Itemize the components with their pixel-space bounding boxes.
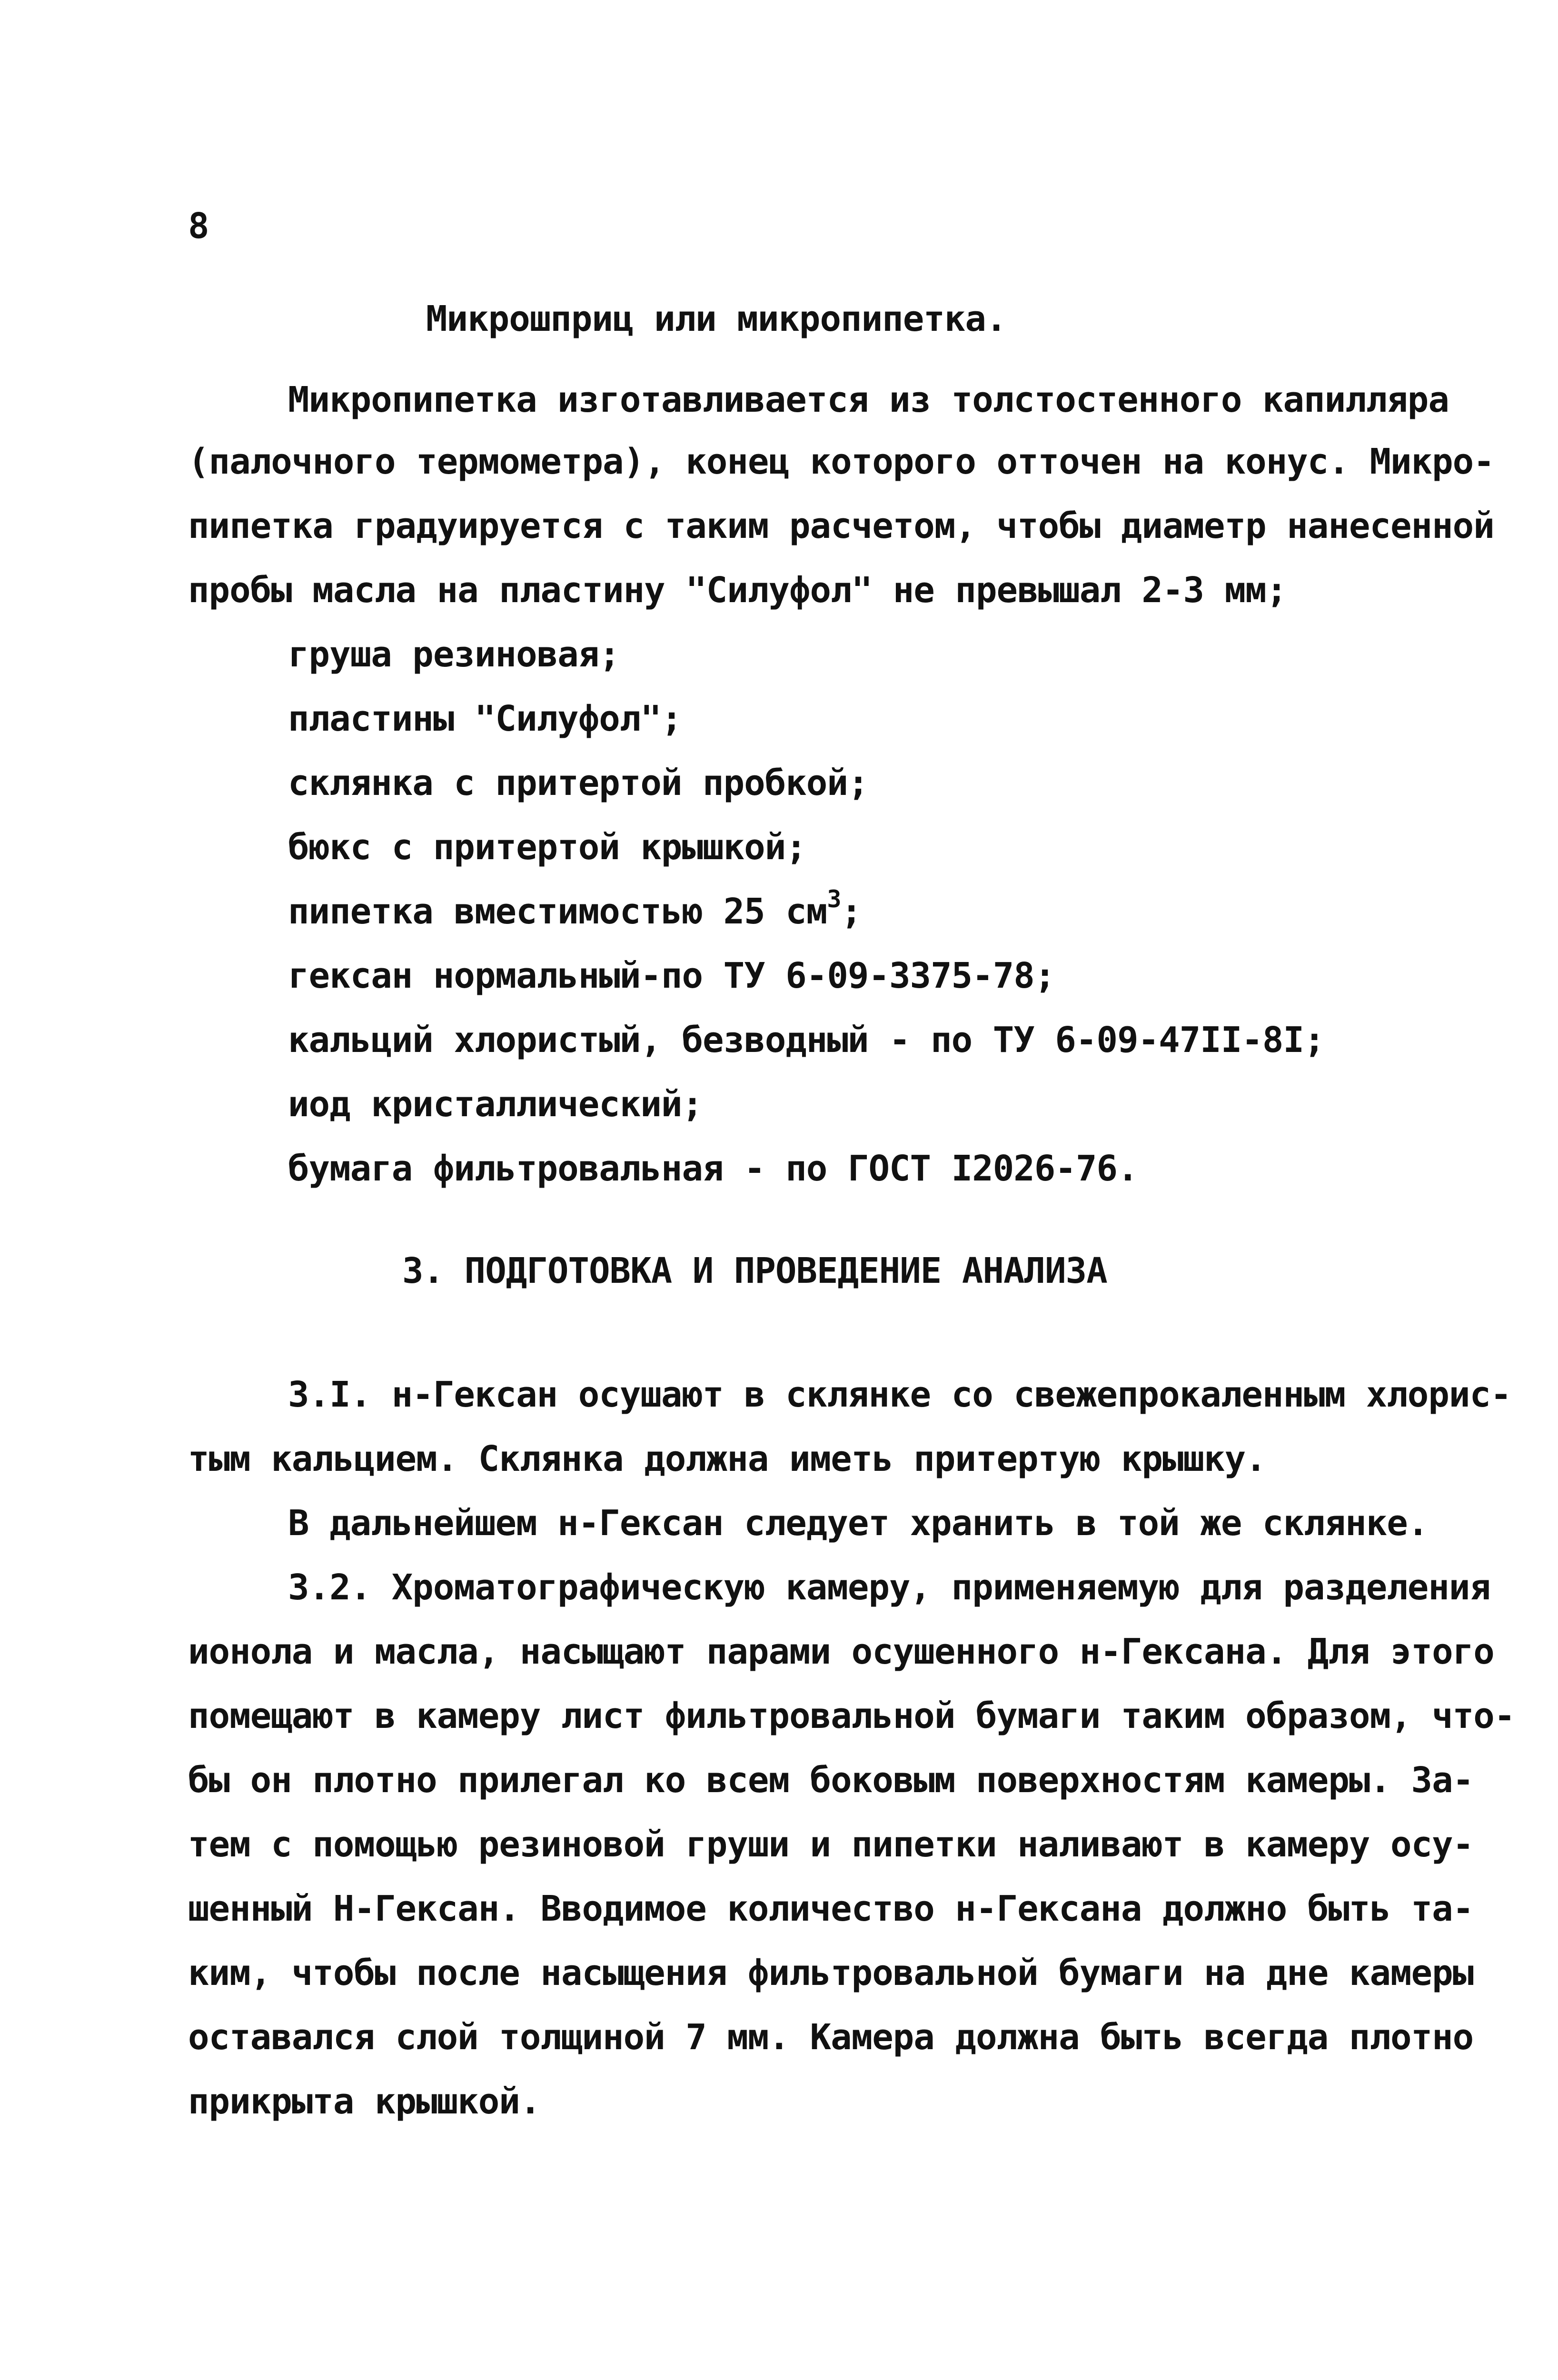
list-item [288,885,862,935]
paragraph-line: Микропипетка изготавливается из толстостенного капилляра [288,379,1449,420]
paragraph-line: ионола и масла, насыщают парами осушенного н-Гексана. Для этого [188,1631,1494,1672]
superscript: 3 [827,885,841,913]
list-item-text: пипетка вместимостью 25 см [288,891,827,932]
page-number: 8 [188,206,209,247]
equipment-heading: Микрошприц или микропипетка. [426,298,1007,339]
paragraph-line: 3.2. Хроматографическую камеру, применяемую для разделения [288,1567,1491,1608]
paragraph-line: пробы масла на пластину "Силуфол" не превышал 2-3 мм; [188,570,1287,611]
paragraph-line: В дальнейшем н-Гексан следует хранить в той же склянке. [288,1503,1429,1544]
section-title: 3. ПОДГОТОВКА И ПРОВЕДЕНИЕ АНАЛИЗА [402,1250,1107,1291]
paragraph-line: 3.I. н-Гексан осушают в склянке со свежепрокаленным хлорис- [288,1374,1511,1415]
paragraph-line: тем с помощью резиновой груши и пипетки наливают в камеру осу- [188,1824,1474,1865]
paragraph-line: тым кальцием. Склянка должна иметь притертую крышку. [188,1438,1266,1479]
paragraph-line: ким, чтобы после насыщения фильтровальной бумаги на дне камеры [188,1953,1474,1993]
list-item: гексан нормальный-по ТУ 6-09-3375-78; [288,955,1055,996]
list-item-suffix: ; [841,891,862,932]
list-item: иод кристаллический; [288,1084,703,1125]
list-item: пластины "Силуфол"; [288,698,682,739]
list-item: кальций хлористый, безводный - по ТУ 6-09-47II-8I; [288,1020,1325,1061]
paragraph-line: помещают в камеру лист фильтровальной бумаги таким образом, что- [188,1696,1515,1736]
paragraph-line: (палочного термометра), конец которого отточен на конус. Микро- [188,441,1494,482]
paragraph-line: бы он плотно прилегал ко всем боковым поверхностям камеры. За- [188,1760,1474,1801]
paragraph-line: шенный Н-Гексан. Вводимое количество н-Гексана должно быть та- [188,1888,1474,1929]
list-item: груша резиновая; [288,634,620,675]
paragraph-line: пипетка градуируется с таким расчетом, чтобы диаметр нанесенной [188,506,1494,546]
paragraph-line: оставался слой толщиной 7 мм. Камера должна быть всегда плотно [188,2017,1474,2058]
paragraph-line: прикрыта крышкой. [188,2081,541,2122]
list-item: бюкс с притертой крышкой; [288,827,806,868]
list-item: бумага фильтровальная - по ГОСТ I2026-76. [288,1148,1138,1189]
list-item: склянка с притертой пробкой; [288,763,869,803]
